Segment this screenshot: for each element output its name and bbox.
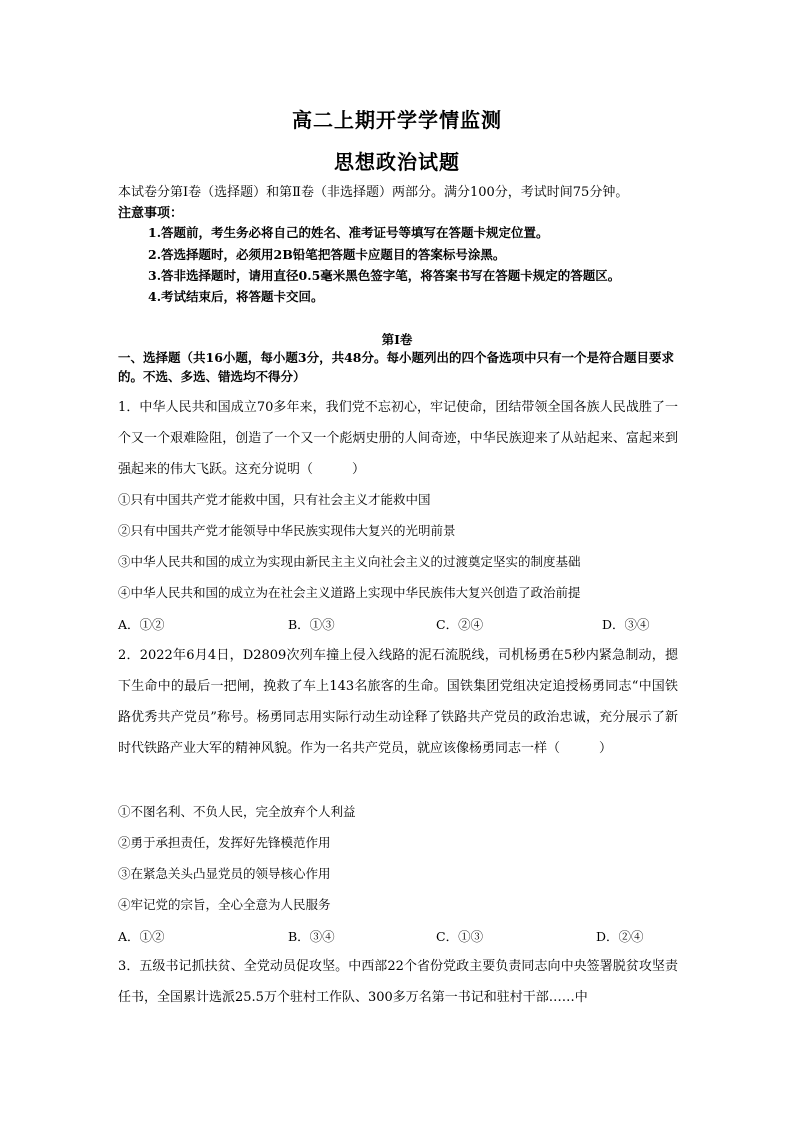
question-option: ①只有中国共产党才能救中国，只有社会主义才能救中国 — [118, 492, 431, 507]
question-option: ③中华人民共和国的成立为实现由新民主主义向社会主义的过渡奠定坚实的制度基础 — [118, 554, 581, 569]
question-option: ④牢记党的宗旨，全心全意为人民服务 — [118, 897, 331, 912]
notice-item: 2.答选择题时，必须用2B铅笔把答题卡应题目的答案标号涂黑。 — [148, 247, 506, 262]
question-option: ②只有中国共产党才能领导中华民族实现伟大复兴的光明前景 — [118, 523, 456, 538]
answer-choice-b: B．③④ — [288, 929, 335, 944]
exam-intro: 本试卷分第Ⅰ卷（选择题）和第Ⅱ卷（非选择题）两部分。满分100分，考试时间75分钟。 — [118, 185, 629, 200]
question-stem: 2．2022年6月4日，D2809次列车撞上侵入线路的泥石流脱线，司机杨勇在5秒内紧急制动，摁下生命中的最后一把闸，挽救了车上143名旅客的生命。国铁集团党组决定追授杨勇同志“中国铁路优秀共产党员”称号。杨勇同志用实际行动生动诠释了铁路共产党员的政治忠诚，充分展示了新时代铁路产业大军的精神风貌。作为一名共产党员，就应该像杨勇同志一样（ ） — [118, 648, 678, 756]
question-stem: 1．中华人民共和国成立70多年来，我们党不忘初心，牢记使命，团结带领全国各族人民战胜了一个又一个艰难险阻，创造了一个又一个彪炳史册的人间奇迹，中华民族迎来了从站起来、富起来到强起来的伟大飞跃。这充分说明（ ） — [118, 400, 678, 477]
answer-choice-d: D．③④ — [602, 617, 650, 632]
answer-choice-b: B．①③ — [288, 617, 335, 632]
notice-item: 3.答非选择题时，请用直径0.5毫米黑色签字笔，将答案书写在答题卡规定的答题区。 — [148, 268, 621, 283]
question-option: ④中华人民共和国的成立为在社会主义道路上实现中华民族伟大复兴创造了政治前提 — [118, 585, 581, 600]
answer-choice-d: D．②④ — [596, 929, 644, 944]
answer-choice-a: A．①② — [118, 617, 165, 632]
notice-item: 4.考试结束后，将答题卡交回。 — [148, 289, 324, 304]
answer-choice-a: A．①② — [118, 929, 165, 944]
answer-choice-c: C．①③ — [436, 929, 484, 944]
exam-subject-title: 思想政治试题 — [334, 150, 460, 174]
notice-heading: 注意事项： — [118, 206, 184, 221]
notice-item: 1.答题前，考生务必将自己的姓名、准考证号等填写在答题卡规定位置。 — [148, 225, 549, 240]
question-option: ③在紧急关头凸显党员的领导核心作用 — [118, 866, 331, 881]
question-option: ①不图名利、不负人民，完全放弃个人利益 — [118, 804, 356, 819]
question-stem: 3．五级书记抓扶贫、全党动员促攻坚。中西部22个省份党政主要负责同志向中央签署脱贫攻坚责任书，全国累计选派25.5万个驻村工作队、300多万名第一书记和驻村干部……中 — [118, 959, 678, 1005]
volume-heading: 第Ⅰ卷 — [381, 332, 413, 347]
answer-choice-c: C．②④ — [436, 617, 484, 632]
part-heading: 一、选择题（共16小题，每小题3分，共48分。每小题列出的四个备选项中只有一个是符合题目要求的。不选、多选、错选均不得分） — [118, 350, 674, 384]
question-option: ②勇于承担责任，发挥好先锋模范作用 — [118, 835, 331, 850]
exam-title: 高二上期开学学情监测 — [292, 108, 502, 132]
